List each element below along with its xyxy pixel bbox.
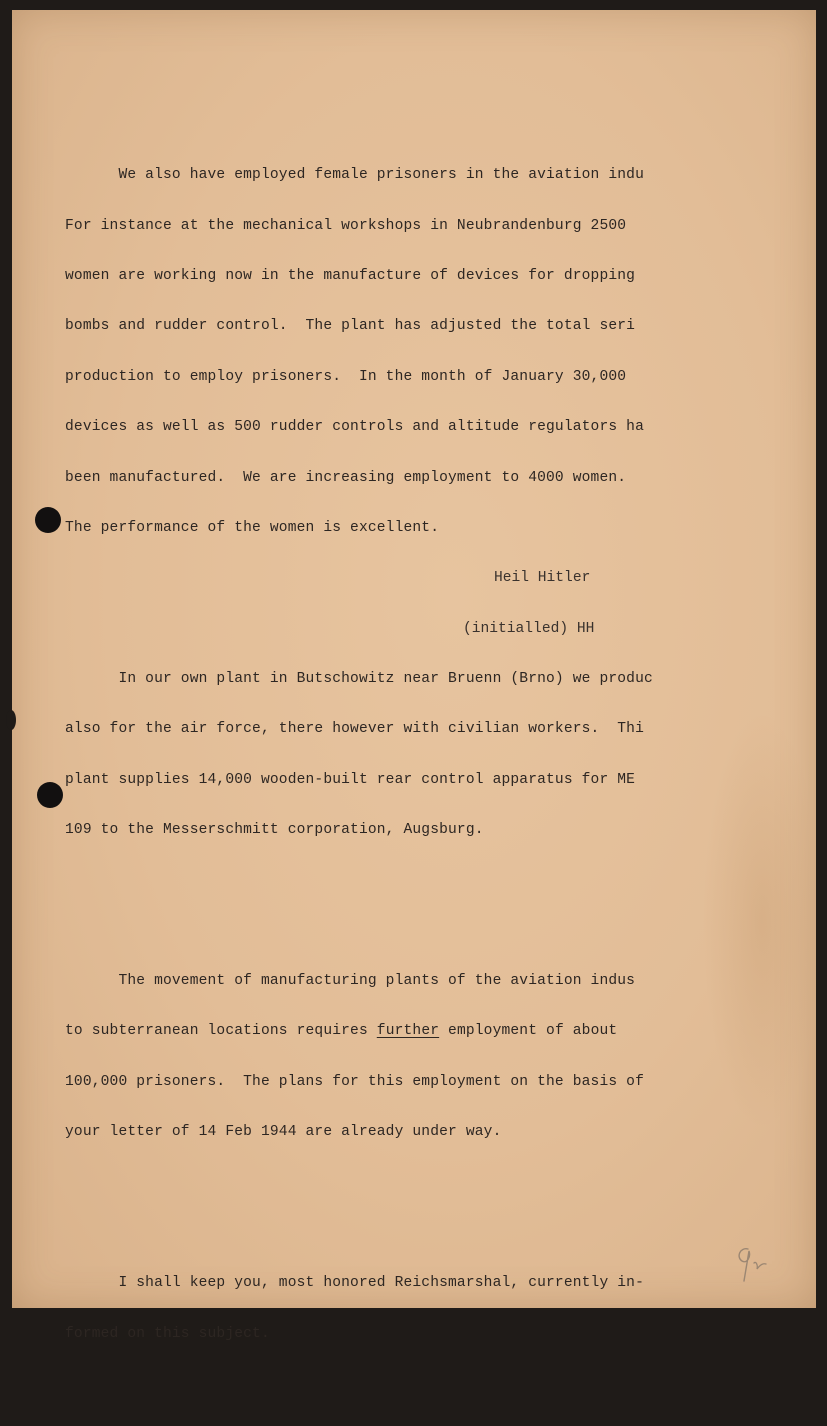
text-line: your letter of 14 Feb 1944 are already under way. <box>65 1124 502 1141</box>
text-line: bombs and rudder control. The plant has adjusted the total seri <box>65 318 636 335</box>
document-page <box>12 10 816 1342</box>
punch-hole-lower <box>37 782 63 808</box>
text-line: women are working now in the manufacture of devices for dropping <box>65 267 636 284</box>
text-line: production to employ prisoners. In the month of January 30,000 <box>65 368 627 385</box>
text-segment: employment of about <box>439 1023 618 1040</box>
text-line: been manufactured. We are increasing employment to 4000 women. <box>65 469 627 486</box>
paper-edge-notch <box>6 710 16 730</box>
text-line: devices as well as 500 rudder controls and altitude regulators ha <box>65 419 644 436</box>
text-line: plant supplies 14,000 wooden-built rear control apparatus for ME <box>65 771 636 788</box>
text-line: 109 to the Messerschmitt corporation, Augsburg. <box>65 822 484 839</box>
text-segment: to subterranean locations requires <box>65 1023 377 1040</box>
letter-body <box>65 100 725 1426</box>
paragraph-closing-remark <box>65 1242 725 1376</box>
underlined-word: further <box>376 1023 440 1040</box>
letter-closing <box>463 536 594 672</box>
text-line: In our own plant in Butschowitz near Bruenn (Brno) we produc <box>65 670 653 687</box>
text-line: The movement of manufacturing plants of the aviation indus <box>65 973 636 990</box>
punch-hole-upper <box>35 507 61 533</box>
text-line: The performance of the women is excellent. <box>65 519 440 536</box>
paragraph-female-prisoners <box>65 134 725 571</box>
text-line: I shall keep you, most honored Reichsmarshal, currently in- <box>65 1275 644 1292</box>
text-line: formed on this subject. <box>65 1325 270 1342</box>
text-line: also for the air force, there however with civilian workers. Thi <box>65 721 644 738</box>
text-line: 100,000 prisoners. The plans for this employment on the basis of <box>65 1073 644 1090</box>
salutation: Heil Hitler <box>494 570 591 586</box>
paragraph-butschowitz-plant <box>65 637 725 872</box>
pencil-folio-mark <box>718 1235 778 1295</box>
text-line <box>65 1023 725 1040</box>
text-line: We also have employed female prisoners in the aviation indu <box>65 167 644 184</box>
paragraph-subterranean-movement <box>65 939 725 1174</box>
signature-line: (initialled) HH <box>463 621 595 637</box>
text-line: For instance at the mechanical workshops in Neubrandenburg 2500 <box>65 217 627 234</box>
